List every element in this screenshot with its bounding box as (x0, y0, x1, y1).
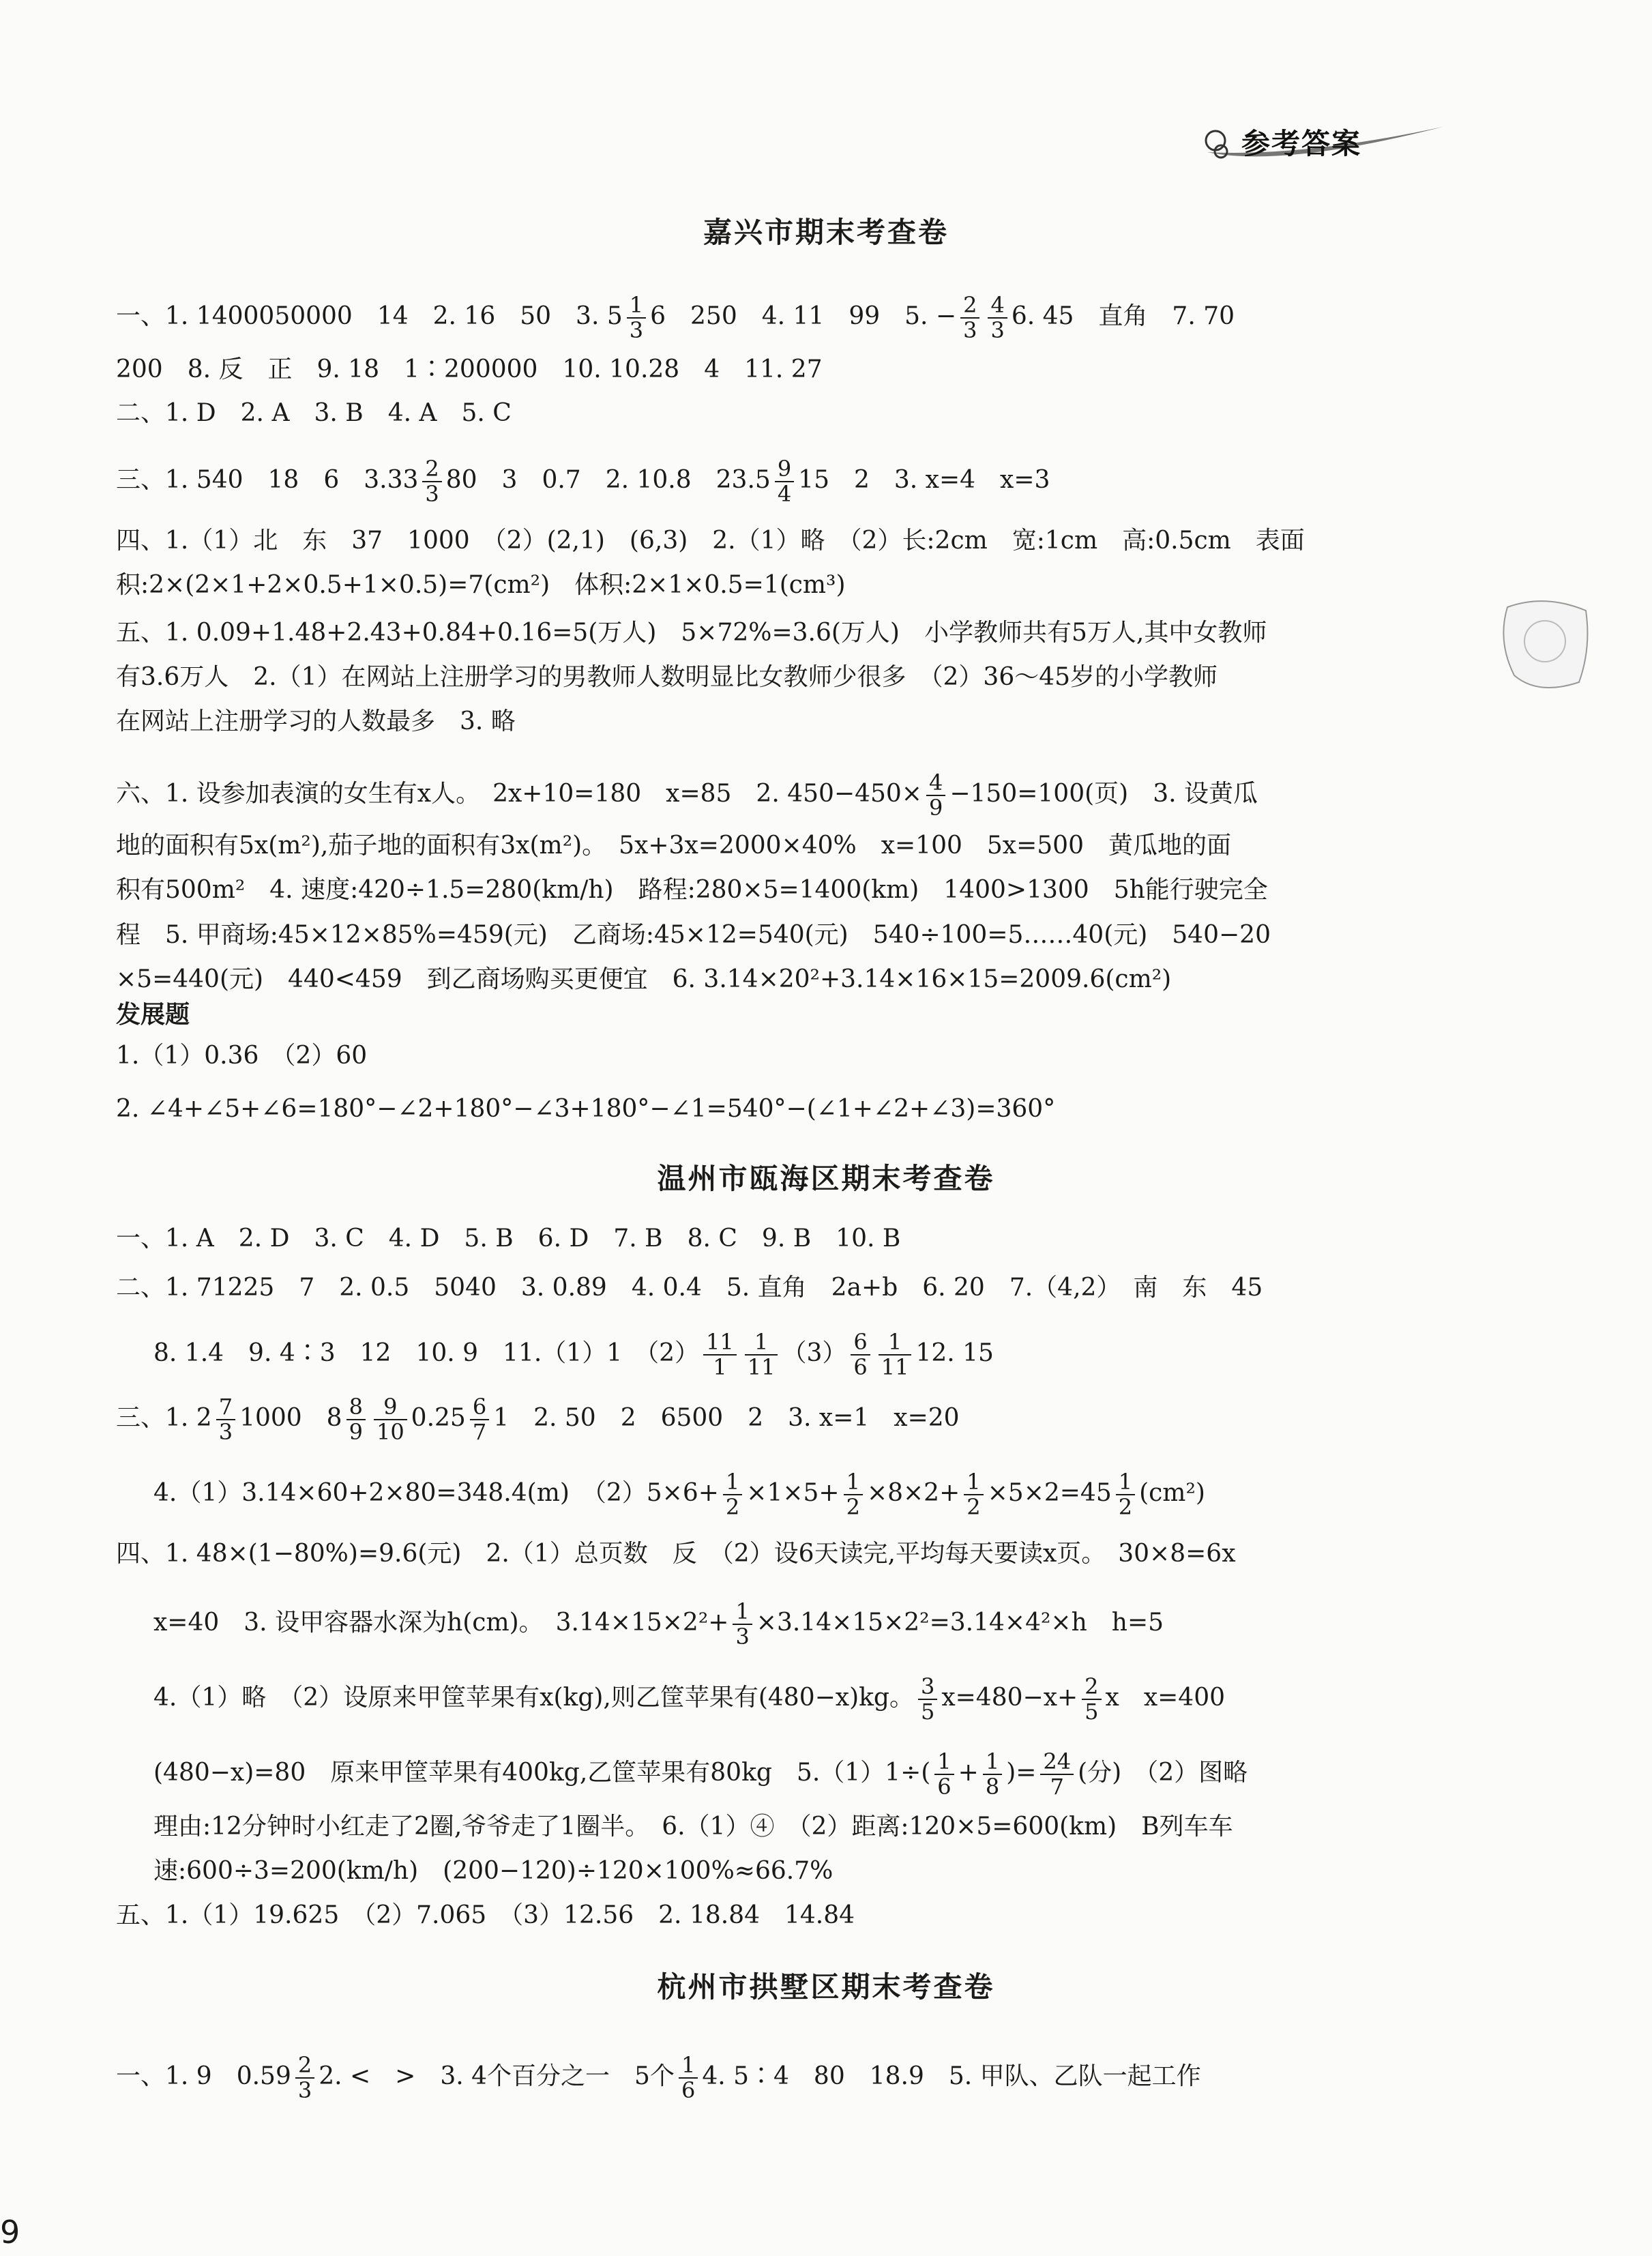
fraction: $\frac{1}{11}$ (745, 1330, 778, 1379)
fraction: $\frac{2}{3}$ (960, 293, 979, 342)
section-title-jiaxing: 嘉兴市期末考查卷 (703, 216, 949, 249)
fraction: $\frac{4}{3}$ (988, 293, 1007, 342)
s2-line-11: 速:600÷3=200(km/h) (200−120)÷120×100%≈66.7% (153, 1857, 834, 1885)
header-badge (1200, 115, 1446, 169)
s2-line-4: 三、1. 2 $\frac{7}{3}$ 1000 8 $\frac{8}{9}$ $\frac{9}{10}$ 0.25 $\frac{6}{7}$ 1 2. 50 2 6500 2 3. x=1 x=20 (116, 1394, 960, 1446)
s1-line-1: 一、1. 1400050000 14 2. 16 50 3. 5 $\frac{1}{3}$ 6 250 4. 11 99 5. − $\frac{2}{3}$ $\frac{4}{3}$ 6. 45 直角 7. 70 (116, 292, 1235, 344)
section-title-wenzhou: 温州市瓯海区期末考查卷 (657, 1162, 995, 1195)
fraction: $\frac{7}{3}$ (216, 1395, 235, 1444)
s1-line-10: 六、1. 设参加表演的女生有x人。 2x+10=180 x=85 2. 450−450× $\frac{4}{9}$ −150=100(页) 3. 设黄瓜 (116, 770, 1258, 821)
s2-line-12: 五、1.（1）19.625 （2）7.065 （3）12.56 2. 18.84 14.84 (116, 1901, 855, 1929)
s2-line-8: 4.（1）略 （2）设原来甲筐苹果有x(kg),则乙筐苹果有(480−x)kg。 $\frac{3}{5}$ x=480−x+ $\frac{2}{5}$ x x=400 (153, 1673, 1225, 1725)
sticker-icon (1497, 594, 1593, 696)
fraction: $\frac{1}{6}$ (679, 2053, 698, 2103)
fraction: $\frac{1}{2}$ (844, 1470, 863, 1519)
fraction: $\frac{1}{2}$ (723, 1470, 742, 1519)
fraction: $\frac{9}{4}$ (775, 457, 794, 506)
s1-line-7: 五、1. 0.09+1.48+2.43+0.84+0.16=5(万人) 5×72%=3.6(万人) 小学教师共有5万人,其中女教师 (116, 619, 1267, 647)
s3-line-1: 一、1. 9 0.59 $\frac{2}{3}$ 2. < > 3. 4个百分之一 5个 $\frac{1}{6}$ 4. 5∶4 80 18.9 5. 甲队、乙队一起工作 (116, 2052, 1201, 2104)
fraction: $\frac{6}{6}$ (851, 1330, 870, 1379)
s2-line-7: x=40 3. 设甲容器水深为h(cm)。 3.14×15×2²+ $\frac{1}{3}$ ×3.14×15×2²=3.14×4²×h h=5 (153, 1598, 1164, 1650)
fraction: $\frac{2}{3}$ (295, 2053, 314, 2103)
s1-line-4: 三、1. 540 18 6 3.33 $\frac{2}{3}$ 80 3 0.7 2. 10.8 23.5 $\frac{9}{4}$ 15 2 3. x=4 x=3 (116, 456, 1050, 508)
fraction: $\frac{4}{9}$ (926, 771, 945, 820)
s1-line-9: 在网站上注册学习的人数最多 3. 略 (116, 707, 516, 735)
fraction: $\frac{1}{11}$ (879, 1330, 912, 1379)
s1-line-16: 1.（1）0.36 （2）60 (116, 1042, 368, 1070)
fraction: $\frac{1}{2}$ (964, 1470, 983, 1519)
s1-line-6: 积:2×(2×1+2×0.5+1×0.5)=7(cm²) 体积:2×1×0.5=1(cm³) (116, 571, 846, 599)
s1-line-13: 程 5. 甲商场:45×12×85%=459(元) 乙商场:45×12=540(元) 540÷100=5……40(元) 540−20 (116, 921, 1271, 949)
fraction: $\frac{9}{10}$ (374, 1395, 407, 1444)
s1-line-2: 200 8. 反 正 9. 18 1∶200000 10. 10.28 4 11. 27 (116, 355, 823, 383)
s1-line-14: ×5=440(元) 440<459 到乙商场购买更便宜 6. 3.14×20²+3.14×16×15=2009.6(cm²) (116, 965, 1172, 993)
fraction: $\frac{2}{5}$ (1082, 1675, 1101, 1724)
subsection-heading: 发展题 (116, 1001, 190, 1029)
s1-line-17: 2. ∠4+∠5+∠6=180°−∠2+180°−∠3+180°−∠1=540°−(∠1+∠2+∠3)=360° (116, 1095, 1056, 1123)
fraction: $\frac{1}{3}$ (627, 293, 646, 342)
s2-line-1: 一、1. A 2. D 3. C 4. D 5. B 6. D 7. B 8. C 9. B 10. B (116, 1225, 901, 1252)
s1-line-5: 四、1.（1）北 东 37 1000 （2）(2,1) (6,3) 2.（1）略 （2）长:2cm 宽:1cm 高:0.5cm 表面 (116, 527, 1305, 555)
fraction: $\frac{2}{3}$ (422, 457, 441, 506)
section-title-hangzhou: 杭州市拱墅区期末考查卷 (657, 1970, 995, 2004)
s1-line-12: 积有500m² 4. 速度:420÷1.5=280(km/h) 路程:280×5=1400(km) 1400>1300 5h能行驶完全 (116, 876, 1268, 904)
s2-line-10: 理由:12分钟时小红走了2圈,爷爷走了1圈半。 6.（1）④ （2）距离:120×5=600(km) B列车车 (153, 1813, 1233, 1841)
s2-line-9: (480−x)=80 原来甲筐苹果有400kg,乙筐苹果有80kg 5.（1）1÷( $\frac{1}{6}$ + $\frac{1}{8}$ )= $\frac{24}{7}$ (分) （2）图略 (153, 1748, 1248, 1800)
s2-line-2: 二、1. 71225 7 2. 0.5 5040 3. 0.89 4. 0.4 5. 直角 2a+b 6. 20 7.（4,2） 南 东 45 (116, 1274, 1263, 1302)
s2-line-3: 8. 1.4 9. 4∶3 12 10. 9 11.（1）1 （2） $\frac{11}{1}$ $\frac{1}{11}$ （3） $\frac{6}{6}$ $\frac{1}{11}$ 12. 15 (153, 1329, 994, 1381)
fraction: $\frac{1}{2}$ (1116, 1470, 1135, 1519)
s2-line-5: 4.（1）3.14×60+2×80=348.4(m) （2）5×6+ $\frac{1}{2}$ ×1×5+ $\frac{1}{2}$ ×8×2+ $\frac{1}{2}$ ×5×2=45 $\frac{1}{2}$ (cm²) (153, 1469, 1205, 1521)
s1-line-8: 有3.6万人 2.（1）在网站上注册学习的男教师人数明显比女教师少很多 （2）36～45岁的小学教师 (116, 663, 1218, 691)
fraction: $\frac{1}{3}$ (733, 1600, 752, 1649)
s1-line-3: 二、1. D 2. A 3. B 4. A 5. C (116, 399, 512, 427)
fraction: $\frac{8}{9}$ (346, 1395, 366, 1444)
s1-line-11: 地的面积有5x(m²),茄子地的面积有3x(m²)。 5x+3x=2000×40% x=100 5x=500 黄瓜地的面 (116, 832, 1231, 860)
fraction: $\frac{24}{7}$ (1040, 1750, 1074, 1799)
page-number: 9 (0, 2214, 20, 2251)
fraction: $\frac{1}{8}$ (983, 1750, 1002, 1799)
fraction: $\frac{1}{6}$ (934, 1750, 954, 1799)
answer-key-label: 参考答案 (1241, 127, 1362, 160)
fraction: $\frac{3}{5}$ (918, 1675, 937, 1724)
fraction: $\frac{6}{7}$ (470, 1395, 489, 1444)
fraction: $\frac{11}{1}$ (703, 1330, 737, 1379)
s2-line-6: 四、1. 48×(1−80%)=9.6(元) 2.（1）总页数 反 （2）设6天读完,平均每天要读x页。 30×8=6x (116, 1540, 1236, 1568)
